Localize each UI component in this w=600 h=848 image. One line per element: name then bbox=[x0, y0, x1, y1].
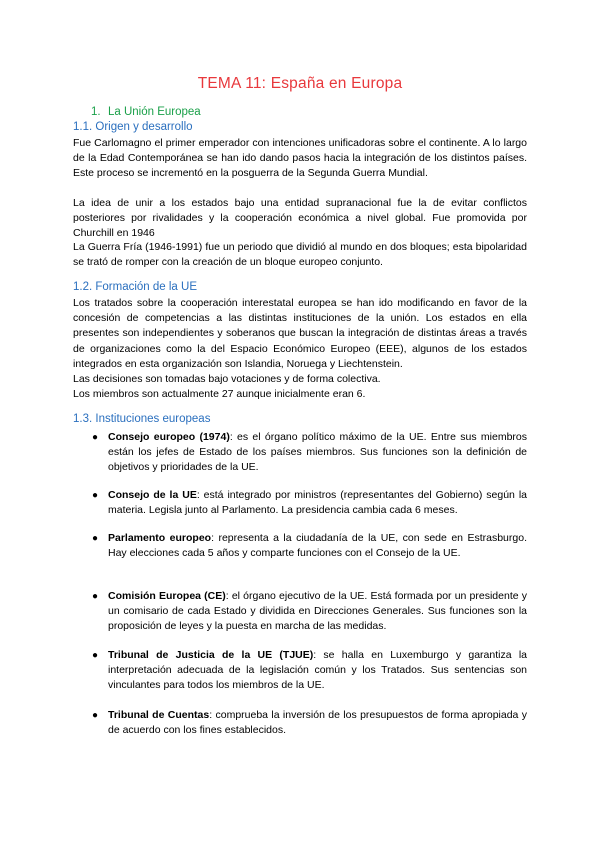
institution-description: : el órgano ejecutivo de la UE. Está formada por un presidente y un comisario de cada Estado y dividida en Direcciones Generales. Sus funciones son la proposición de leyes y la puesta en marcha de las medidas. bbox=[108, 590, 527, 633]
paragraph-formacion-2: Las decisiones son tomadas bajo votaciones y de forma colectiva. bbox=[73, 373, 381, 385]
bullet-icon: ● bbox=[92, 432, 99, 443]
institution-description: : se halla en Luxemburgo y garantiza la interpretación adecuada de la legislación común y los Tratados. Sus sentencias son vinculantes para todos los miembros de la UE. bbox=[108, 649, 527, 692]
subheading-origen: 1.1. Origen y desarrollo bbox=[73, 121, 193, 133]
paragraph-origen-3: La Guerra Fría (1946-1991) fue un periodo que dividió al mundo en dos bloques; esta bipolaridad se trató de romper con la creación de un bloque europeo conjunto. bbox=[73, 241, 527, 269]
page-title: TEMA 11: España en Europa bbox=[197, 75, 403, 92]
subheading-formacion: 1.2. Formación de la UE bbox=[73, 281, 198, 293]
section-number: 1. bbox=[91, 106, 101, 118]
institution-term: Tribunal de Cuentas bbox=[108, 709, 210, 721]
bullet-icon: ● bbox=[92, 710, 99, 721]
bullet-icon: ● bbox=[92, 591, 99, 602]
institution-term: Comisión Europea (CE) bbox=[108, 590, 226, 602]
institution-description: : representa a la ciudadanía de la UE, con sede en Estrasburgo. Hay elecciones cada 5 años y comparte funciones con el Consejo de la UE. bbox=[108, 532, 527, 560]
bullet-icon: ● bbox=[92, 490, 99, 501]
subheading-instituciones: 1.3. Instituciones europeas bbox=[73, 413, 211, 425]
section-heading-union-europea bbox=[91, 106, 201, 118]
institution-term: Parlamento europeo bbox=[108, 532, 212, 544]
paragraph-formacion-1: Los tratados sobre la cooperación interestatal europea se han ido modificando en favor de la concesión de competencias a las distintas instituciones de la unión. Los estados en ella presentes son independientes y soberanos que buscan la integración de distintas áreas a través de organizaciones como la del Espacio Económico Europeo (EEE), algunos de los estados integrados en esta organización son Islandia, Noruega y Liechtenstein. bbox=[73, 297, 527, 370]
paragraph-origen-2: La idea de unir a los estados bajo una entidad supranacional fue la de evitar conflictos posteriores por rivalidades y la cooperación económica a nivel global. Fue promovida por Churchill en 1946 bbox=[73, 197, 527, 240]
institution-description: : es el órgano político máximo de la UE. Entre sus miembros están los jefes de Estado de los países miembros. Sus funciones son la definición de objetivos y prioridades de la UE. bbox=[108, 431, 527, 474]
paragraph-origen-1: Fue Carlomagno el primer emperador con intenciones unificadoras sobre el continente. A lo largo de la Edad Contemporánea se han ido dando pasos hacia la integración de los distintos países. Este proceso se incrementó en la posguerra de la Segunda Guerra Mundial. bbox=[73, 137, 527, 180]
institution-description: : está integrado por ministros (representantes del Gobierno) según la materia. Legisla junto al Parlamento. La presidencia cambia cada 6 meses. bbox=[108, 489, 527, 517]
paragraph-formacion-3: Los miembros son actualmente 27 aunque inicialmente eran 6. bbox=[73, 388, 366, 400]
bullet-icon: ● bbox=[92, 533, 99, 544]
section-label: La Unión Europea bbox=[108, 106, 201, 118]
institution-term: Tribunal de Justicia de la UE (TJUE) bbox=[108, 649, 314, 661]
bullet-icon: ● bbox=[92, 650, 99, 661]
institution-term: Consejo de la UE bbox=[108, 489, 197, 501]
institution-description: : comprueba la inversión de los presupuestos de forma apropiada y de acuerdo con los fines establecidos. bbox=[108, 709, 527, 737]
institution-term: Consejo europeo (1974) bbox=[108, 431, 230, 443]
